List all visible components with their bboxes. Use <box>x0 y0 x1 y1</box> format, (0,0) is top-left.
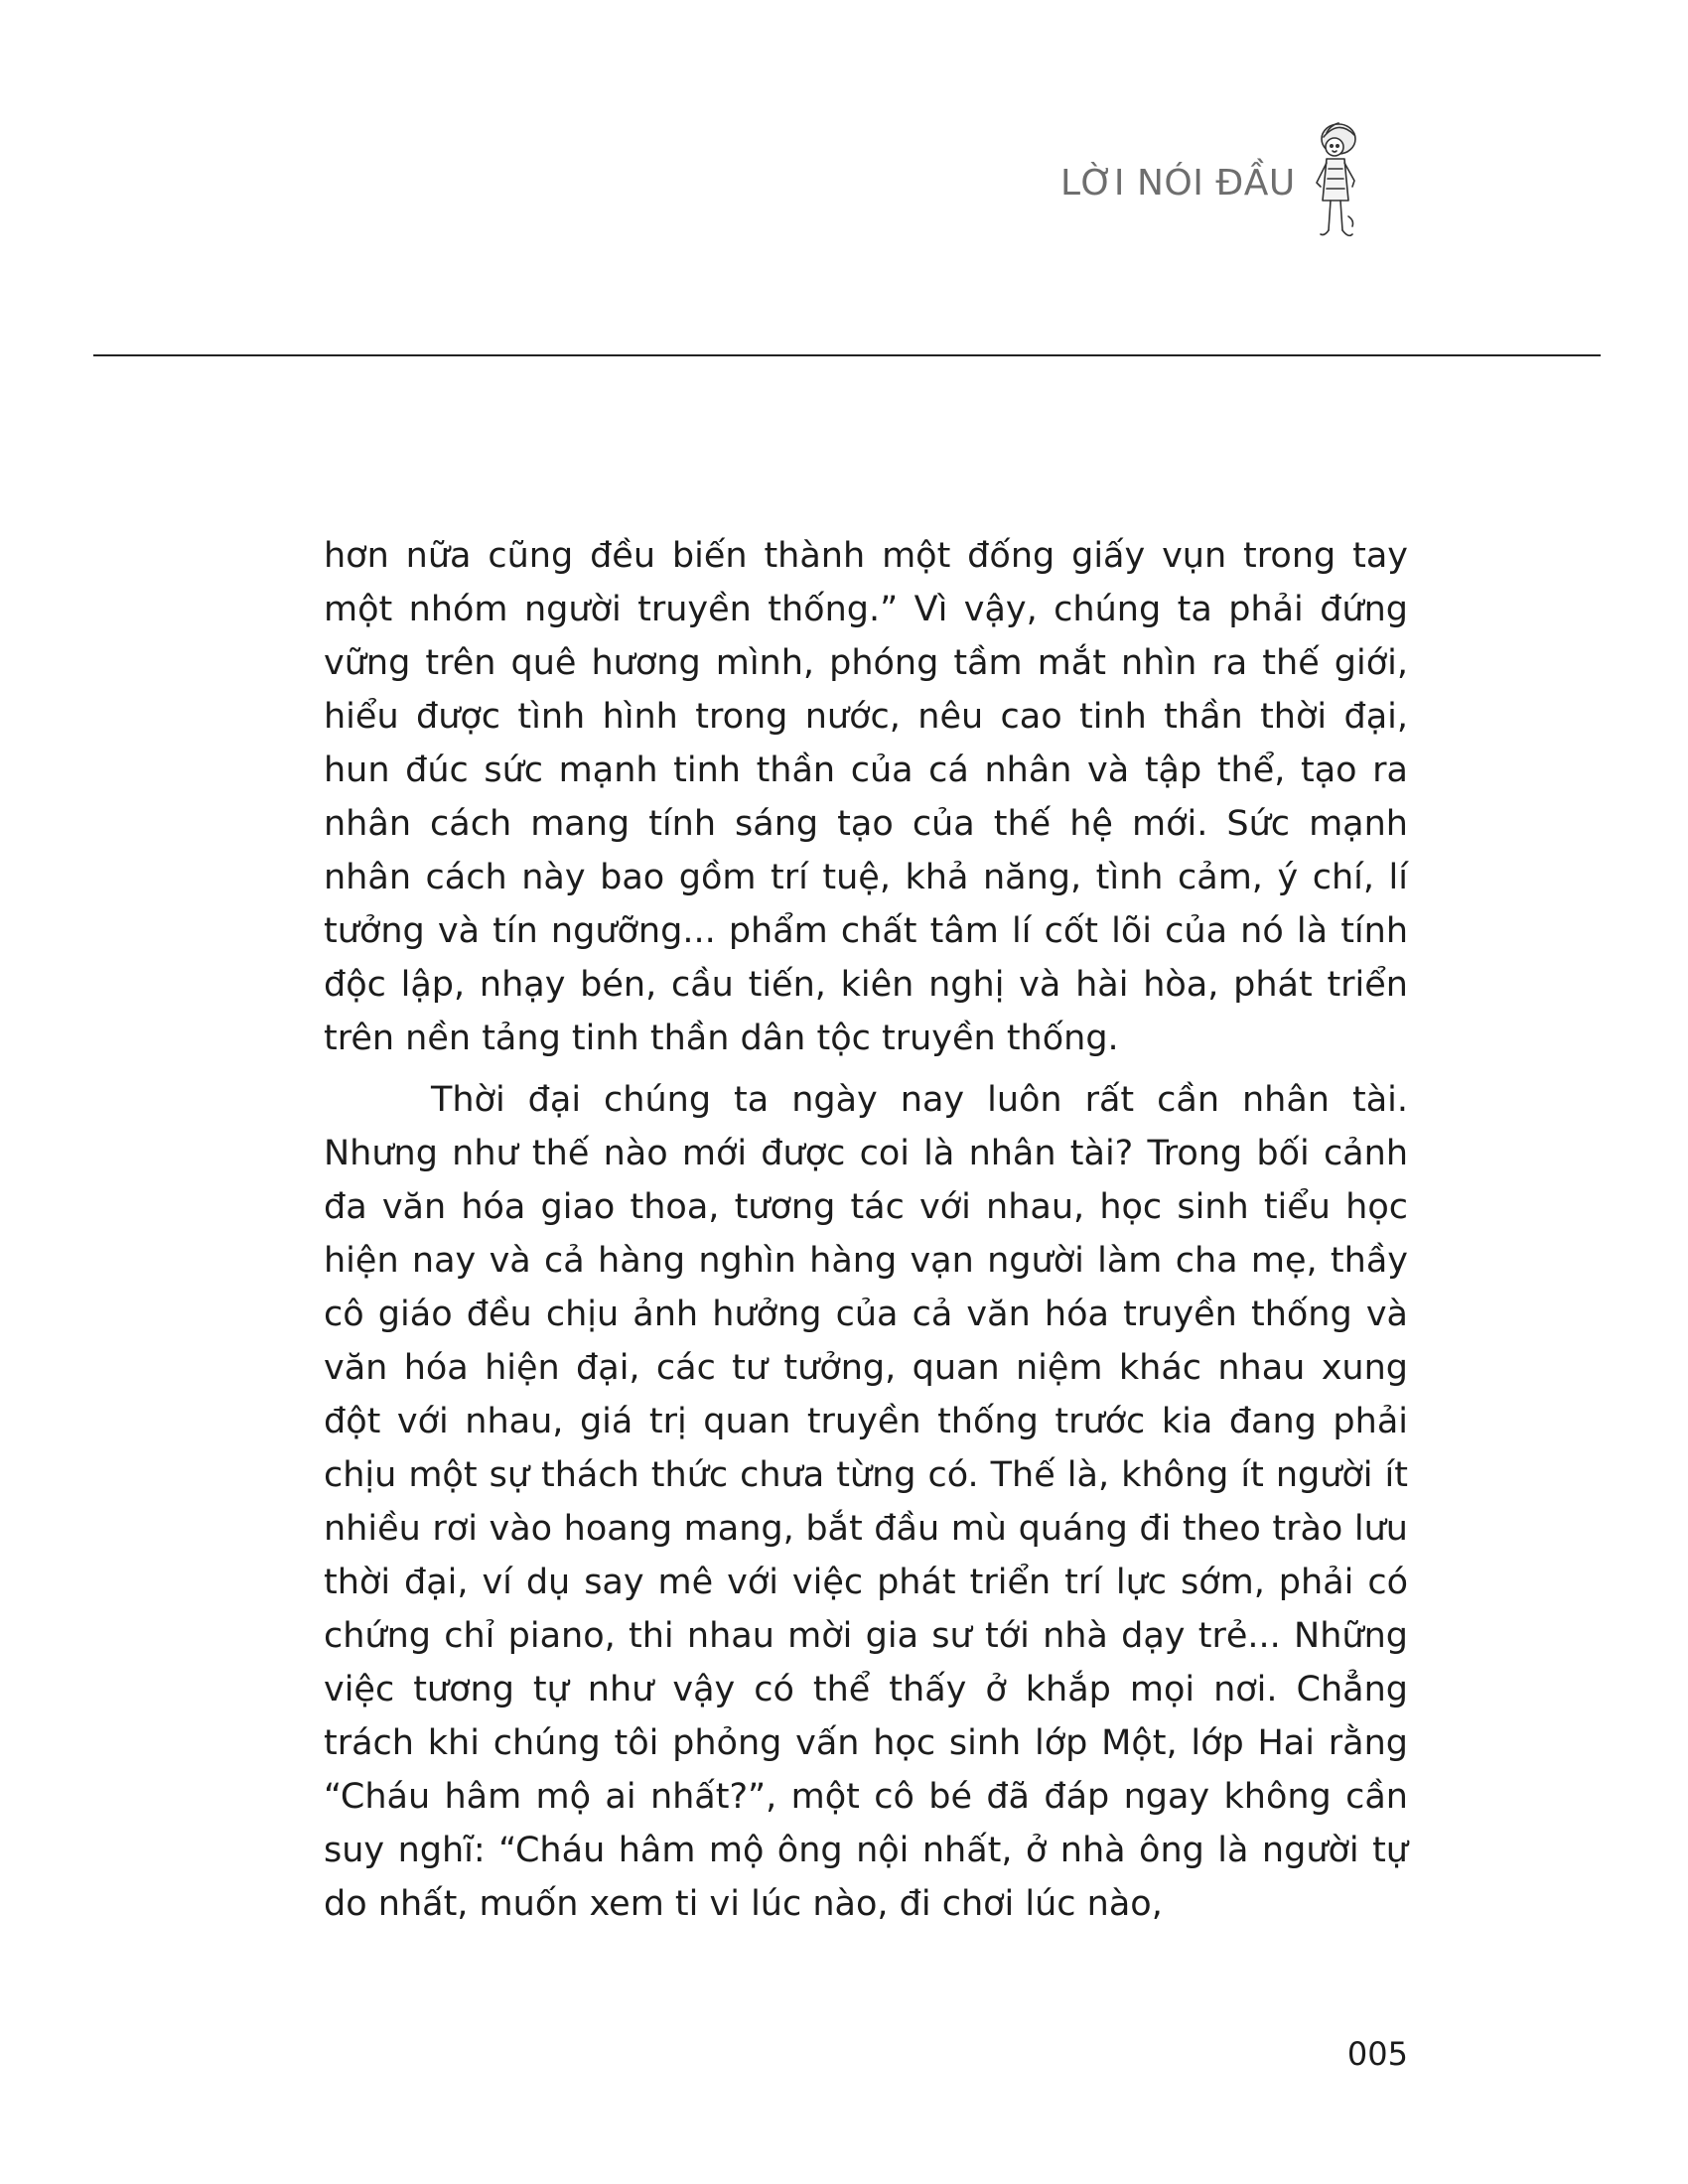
child-figure-icon <box>1309 117 1368 248</box>
page-number: 005 <box>1346 2035 1408 2073</box>
header-divider <box>93 354 1601 356</box>
body-paragraph: hơn nữa cũng đều biến thành một đống giấy vụn trong tay một nhóm người truyền thống.” Vì vậy, chúng ta phải đứng vững trên quê hương mình, phóng tầm mắt nhìn ra thế giới, hiểu được tình hình trong nước, nêu cao tinh thần thời đại, hun đúc sức mạnh tinh thần của cá nhân và tập thể, tạo ra nhân cách mang tính sáng tạo của thế hệ mới. Sức mạnh nhân cách này bao gồm trí tuệ, khả năng, tình cảm, ý chí, lí tưởng và tín ngưỡng... phẩm chất tâm lí cốt lõi của nó là tính độc lập, nhạy bén, cầu tiến, kiên nghị và hài hòa, phát triển trên nền tảng tinh thần dân tộc truyền thống. <box>324 536 1408 1058</box>
running-header-title: LỜI NÓI ĐẦU <box>1060 163 1296 204</box>
body-paragraph: Thời đại chúng ta ngày nay luôn rất cần nhân tài. Nhưng như thế nào mới được coi là nhân tài? Trong bối cảnh đa văn hóa giao thoa, tương tác với nhau, học sinh tiểu học hiện nay và cả hàng nghìn hàng vạn người làm cha mẹ, thầy cô giáo đều chịu ảnh hưởng của cả văn hóa truyền thống và văn hóa hiện đại, các tư tưởng, quan niệm khác nhau xung đột với nhau, giá trị quan truyền thống trước kia đang phải chịu một sự thách thức chưa từng có. Thế là, không ít người ít nhiều rơi vào hoang mang, bắt đầu mù quáng đi theo trào lưu thời đại, ví dụ say mê với việc phát triển trí lực sớm, phải có chứng chỉ piano, thi nhau mời gia sư tới nhà dạy trẻ... Những việc tương tự như vậy có thể thấy ở khắp mọi nơi. Chẳng trách khi chúng tôi phỏng vấn học sinh lớp Một, lớp Hai rằng “Cháu hâm mộ ai nhất?”, một cô bé đã đáp ngay không cần suy nghĩ: “Cháu hâm mộ ông nội nhất, ở nhà ông là người tự do nhất, muốn xem ti vi lúc nào, đi chơi lúc nào, <box>324 1080 1408 1924</box>
body-text <box>324 529 1408 1931</box>
